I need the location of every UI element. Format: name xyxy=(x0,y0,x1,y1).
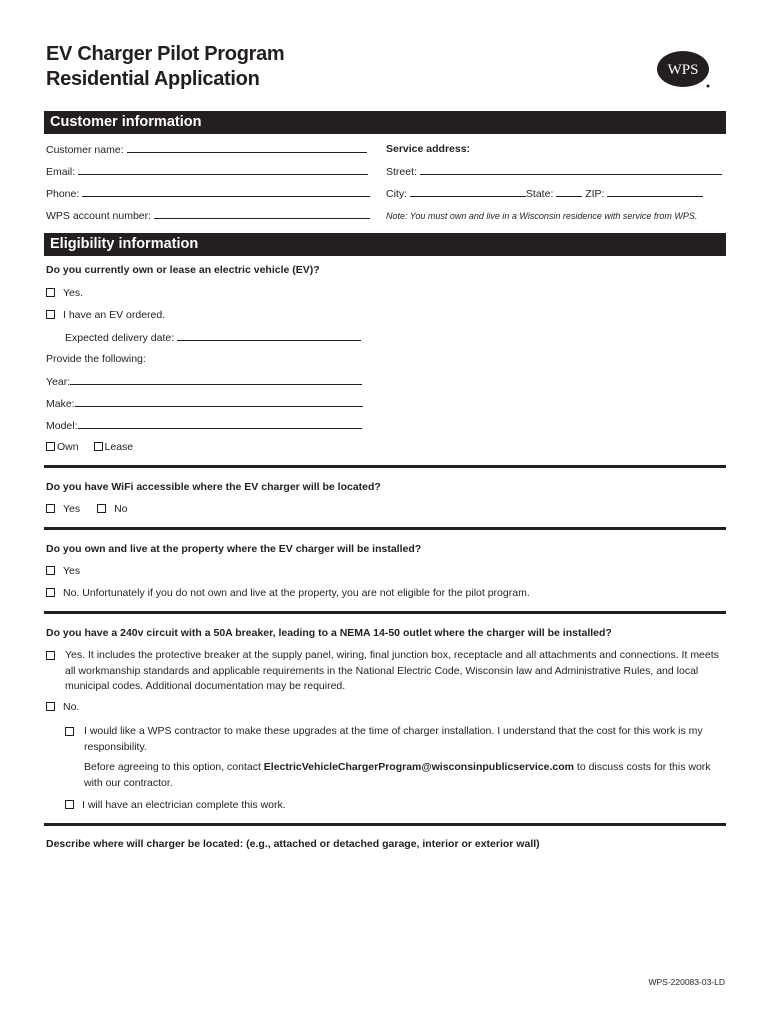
state-label: State: xyxy=(525,188,554,200)
account-row xyxy=(46,208,370,223)
question-own-property: Do you own and live at the property where the EV charger will be installed? xyxy=(46,543,422,555)
checkbox-wps-contractor[interactable] xyxy=(65,727,74,736)
city-field[interactable] xyxy=(410,186,526,197)
section-divider xyxy=(44,527,726,530)
wps-logo xyxy=(656,48,710,88)
email-row xyxy=(46,164,368,179)
email-field[interactable] xyxy=(78,164,368,175)
residence-note: Note: You must own and live in a Wisconsin residence with service from WPS. xyxy=(386,211,698,221)
program-email-link[interactable]: ElectricVehicleChargerProgram@wisconsinpublicservice.com xyxy=(263,761,574,773)
account-number-label: WPS account number: xyxy=(46,210,152,222)
circuit-no-label: No. xyxy=(63,701,80,713)
contact-text-before: Before agreeing to this option, contact xyxy=(84,761,261,773)
customer-name-label: Customer name: xyxy=(46,144,124,156)
year-row xyxy=(46,374,362,389)
option-ev-ordered xyxy=(46,308,165,322)
checkbox-lease[interactable] xyxy=(94,442,103,451)
make-row xyxy=(46,396,363,411)
form-code: WPS-220083-03-LD xyxy=(648,977,725,987)
property-no-option xyxy=(46,586,530,600)
checkbox-property-no[interactable] xyxy=(46,588,55,597)
wifi-no-label: No xyxy=(114,503,128,515)
electrician-option xyxy=(65,798,286,812)
section-divider xyxy=(44,611,726,614)
own-label: Own xyxy=(57,441,79,453)
delivery-date-field[interactable] xyxy=(177,330,361,341)
provide-following-label: Provide the following: xyxy=(46,353,146,365)
checkbox-own[interactable] xyxy=(46,442,55,451)
lease-label: Lease xyxy=(104,441,134,453)
street-field[interactable] xyxy=(420,164,722,175)
option-yes-own xyxy=(46,286,83,300)
contractor-contact-text xyxy=(84,760,724,791)
contact-text-after: to discuss costs for this work with our contractor. xyxy=(84,761,711,789)
customer-info-heading: Customer information xyxy=(44,111,726,134)
zip-field[interactable] xyxy=(607,186,703,197)
year-label: Year: xyxy=(46,376,71,388)
city-state-zip-row xyxy=(386,186,703,201)
delivery-date-row xyxy=(65,330,361,345)
checkbox-circuit-yes[interactable] xyxy=(46,651,55,660)
checkbox-wifi-no[interactable] xyxy=(97,504,106,513)
electrician-label: I will have an electrician complete this work. xyxy=(82,799,286,811)
section-divider xyxy=(44,823,726,826)
checkbox-property-yes[interactable] xyxy=(46,566,55,575)
model-label: Model: xyxy=(46,420,78,432)
email-label: Email: xyxy=(46,166,76,178)
property-no-label: No. Unfortunately if you do not own and live at the property, you are not eligible for the pilot program. xyxy=(63,587,530,599)
charger-location-answer-area[interactable] xyxy=(46,856,726,956)
question-wifi: Do you have WiFi accessible where the EV charger will be located? xyxy=(46,481,381,493)
property-yes-option xyxy=(46,564,80,578)
question-charger-location: Describe where will charger be located: (e.g., attached or detached garage, interior or exterior wall) xyxy=(46,838,540,850)
zip-label: ZIP: xyxy=(585,188,605,200)
phone-label: Phone: xyxy=(46,188,80,200)
property-yes-label: Yes xyxy=(63,565,81,577)
city-label: City: xyxy=(386,188,407,200)
model-field[interactable] xyxy=(78,418,362,429)
wifi-options xyxy=(46,502,128,516)
eligibility-heading: Eligibility information xyxy=(44,233,726,256)
year-field[interactable] xyxy=(70,374,362,385)
wps-contractor-label: I would like a WPS contractor to make these upgrades at the time of charger installation. I understand that the cost for this work is my responsibility. xyxy=(84,725,703,753)
model-row xyxy=(46,418,362,433)
option-ev-ordered-label: I have an EV ordered. xyxy=(63,309,166,321)
option-yes-own-label: Yes. xyxy=(63,287,84,299)
make-label: Make: xyxy=(46,398,75,410)
delivery-date-label: Expected delivery date: xyxy=(65,332,175,344)
checkbox-ev-ordered[interactable] xyxy=(46,310,55,319)
circuit-no-option xyxy=(46,700,79,714)
checkbox-wifi-yes[interactable] xyxy=(46,504,55,513)
customer-name-row xyxy=(46,142,367,157)
title-line-1: EV Charger Pilot Program xyxy=(46,43,285,65)
question-own-ev: Do you currently own or lease an electric vehicle (EV)? xyxy=(46,264,320,276)
make-field[interactable] xyxy=(75,396,363,407)
customer-name-field[interactable] xyxy=(127,142,367,153)
checkbox-electrician[interactable] xyxy=(65,800,74,809)
wifi-yes-label: Yes xyxy=(63,503,81,515)
title-line-2: Residential Application xyxy=(46,68,260,90)
phone-field[interactable] xyxy=(82,186,370,197)
question-circuit: Do you have a 240v circuit with a 50A breaker, leading to a NEMA 14-50 outlet where the charger will be installed? xyxy=(46,627,612,639)
street-label: Street: xyxy=(386,166,417,178)
phone-row xyxy=(46,186,370,201)
checkbox-yes-own[interactable] xyxy=(46,288,55,297)
service-address-label: Service address: xyxy=(386,143,471,155)
own-lease-row xyxy=(46,440,133,454)
checkbox-circuit-no[interactable] xyxy=(46,702,55,711)
state-field[interactable] xyxy=(556,186,582,197)
account-number-field[interactable] xyxy=(154,208,370,219)
logo-text: WPS xyxy=(667,62,699,78)
circuit-yes-label: Yes. It includes the protective breaker at the supply panel, wiring, final junction box, receptacle and all attachments and connections. It meets all workmanship standards and applicable requirements in the National Electric Code, Wisconsin law and Administrative Rules, and local municipal codes. Additional documentation may be required. xyxy=(65,649,719,692)
page-title xyxy=(46,42,284,92)
street-row xyxy=(386,164,722,179)
section-divider xyxy=(44,465,726,468)
